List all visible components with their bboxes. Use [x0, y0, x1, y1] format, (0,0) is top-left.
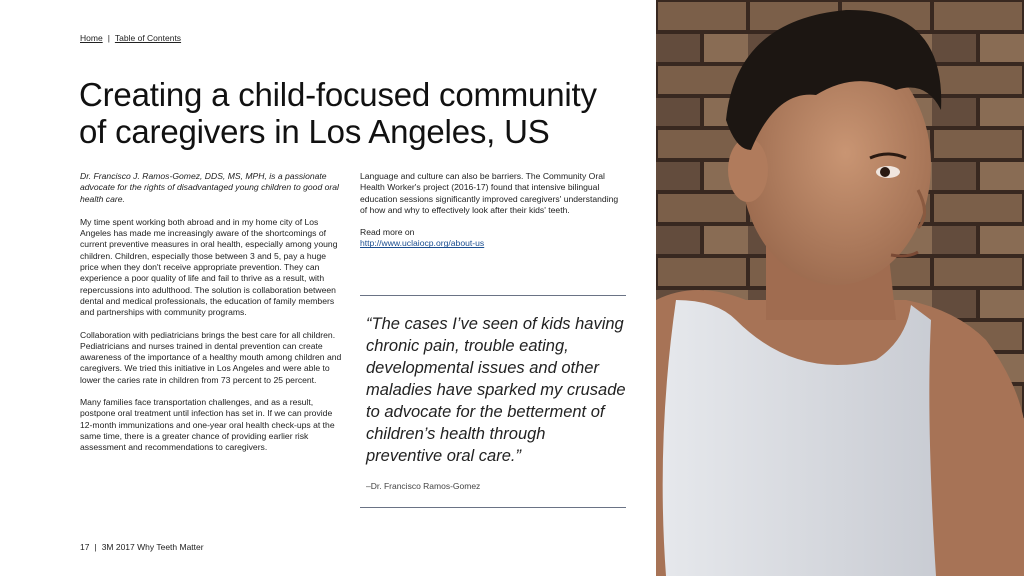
pull-quote: “The cases I’ve seen of kids having chronic pain, trouble eating, developmental issues and other maladies have sparked my crusade to advocate for the betterment of children’s health through preventive oral care.” [366, 315, 626, 465]
page-number: 17 [80, 542, 90, 552]
page-title [79, 76, 639, 150]
article-column-right [360, 171, 626, 261]
body-paragraph: Collaboration with pediatricians brings the best care for all children. Pediatricians and nurses trained in dental prevention can create awareness of the importance of a healthy mouth among children and caregivers. We tried this initiative in Los Angeles and were able to lower the caries rate in children from 73 percent to 25 percent. [80, 329, 342, 385]
body-paragraph: My time spent working both abroad and in my home city of Los Angeles has made me increasingly aware of the shortcomings of current preventive measures in oral health, especially among young children. Children, especially those between 3 and 5, pay a huge price when they don't receive appropriate prevention. They can experience a poor quality of life and fail to thrive as a result, with repercussions into adulthood. The solution is collaboration between dental and medical professionals, the education of family members and partnerships with community programs. [80, 216, 338, 318]
title-line-1: Creating a child-focused community [79, 76, 597, 113]
publication-name: 3M 2017 Why Teeth Matter [101, 542, 204, 552]
quote-divider-top [360, 295, 626, 296]
article-column-left [80, 171, 344, 465]
read-more [360, 227, 626, 250]
quote-divider-bottom [360, 507, 626, 508]
breadcrumb [80, 33, 181, 43]
table-of-contents-link[interactable]: Table of Contents [114, 33, 182, 43]
home-link[interactable]: Home [80, 33, 103, 43]
page-footer [80, 542, 204, 552]
body-paragraph: Many families face transportation challenges, and as a result, postpone oral treatment until infection has set in. If we can provide 12-month immunizations and one-year oral health check-ups at the same time, there is a greater chance of providing earlier risk assessment and recommendations to caregivers. [80, 397, 335, 453]
footer-separator: | [94, 542, 97, 552]
read-more-link[interactable]: http://www.uclaiocp.org/about-us [360, 238, 485, 249]
author-intro: Dr. Francisco J. Ramos-Gomez, DDS, MS, MPH, is a passionate advocate for the rights of disadvantaged young children to good oral health care. [80, 171, 339, 204]
title-line-2: of caregivers in Los Angeles, US [79, 113, 550, 150]
quote-attribution: –Dr. Francisco Ramos-Gomez [366, 481, 481, 491]
read-more-label: Read more on [360, 227, 415, 238]
body-paragraph: Language and culture can also be barriers. The Community Oral Health Worker's project (2016-17) found that intensive bilingual education sessions significantly improved caregivers' understanding of how and why to effectively look after their kids' teeth. [360, 171, 619, 215]
breadcrumb-separator: | [107, 33, 110, 43]
photo-illustration [656, 0, 1024, 576]
child-portrait-photo [656, 0, 1024, 576]
